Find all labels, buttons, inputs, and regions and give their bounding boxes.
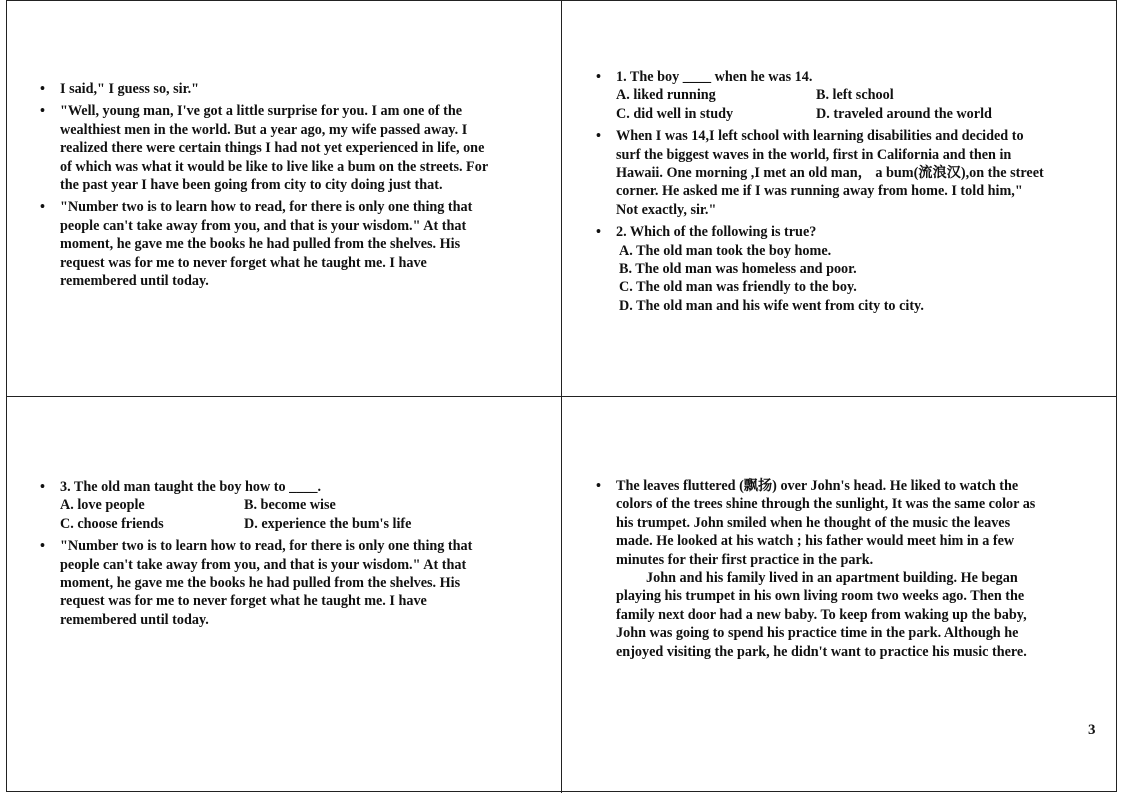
question-2: • 2. Which of the following is true? A. The old man took the boy home. B. The old man was homeless and poor. C. The old man was friendly to the boy. D. The old man and his wife went from city to city. (596, 223, 1086, 315)
bullet-item: • I said," I guess so, sir." (40, 80, 530, 98)
option-c: C. did well in study (616, 105, 734, 122)
slide-bottom-right (596, 477, 1086, 665)
option-d: D. traveled around the world (816, 105, 992, 122)
bullet-item: • "Number two is to learn how to read, for there is only one thing that people can't take away from you, and that is your wisdom." At that moment, he gave me the books he had pulled from the shelves. His request was for me to never forget what he taught me. I have remembered until today. (40, 537, 530, 629)
page-number: 3 (1088, 722, 1096, 738)
option-d: D. The old man and his wife went from city to city. (619, 297, 924, 314)
slide-top-right (596, 68, 1086, 319)
bullet-item: • "Well, young man, I've got a little surprise for you. I am one of the wealthiest men in the world. But a year ago, my wife passed away. I realized there were certain things I had not yet experienced in life, one of which was what it would be like to live like a bum on the streets. For the past year I have been going from city to city doing just that. (40, 102, 530, 194)
option-c: C. choose friends (60, 515, 164, 532)
question-3: • 3. The old man taught the boy how to ____. A. love people B. become wise C. choose friends D. experience the bum's life (40, 478, 530, 533)
option-d: D. experience the bum's life (244, 515, 412, 532)
bullet-item: • The leaves fluttered (飘扬) over John's head. He liked to watch the colors of the trees shine through the sunlight, It was the same color as his trumpet. John smiled when he thought of the music the leaves made. He looked at his watch ; his father would meet him in a few minutes for their first practice in the park. John and his family lived in an apartment building. He began playing his trumpet in his own living room two weeks ago. Then the family next door had a new baby. To keep from waking up the baby, John was going to spend his practice time in the park. Although he enjoyed visiting the park, he didn't want to practice his music there. (596, 477, 1086, 661)
slide-top-left (40, 80, 530, 294)
bullet-item: • "Number two is to learn how to read, for there is only one thing that people can't take away from you, and that is your wisdom." At that moment, he gave me the books he had pulled from the shelves. His request was for me to never forget what he taught me. I have remembered until today. (40, 198, 530, 290)
option-a: A. The old man took the boy home. (619, 242, 832, 259)
question-1: • 1. The boy ____ when he was 14. A. liked running B. left school C. did well in study D. traveled around the world (596, 68, 1086, 123)
horizontal-divider (6, 396, 1117, 397)
option-b: B. The old man was homeless and poor. (619, 261, 857, 278)
option-a: A. love people (60, 497, 145, 514)
option-c: C. The old man was friendly to the boy. (619, 279, 857, 296)
option-b: B. become wise (244, 497, 336, 514)
slide-bottom-left (40, 478, 530, 633)
option-a: A. liked running (616, 87, 716, 104)
bullet-item: • When I was 14,I left school with learning disabilities and decided to surf the biggest waves in the world, first in California and then in Hawaii. One morning ,I met an old man， a bum(流浪汉),on the street corner. He asked me if I was running away from home. I told him," Not exactly, sir." (596, 127, 1086, 219)
option-b: B. left school (816, 87, 894, 104)
